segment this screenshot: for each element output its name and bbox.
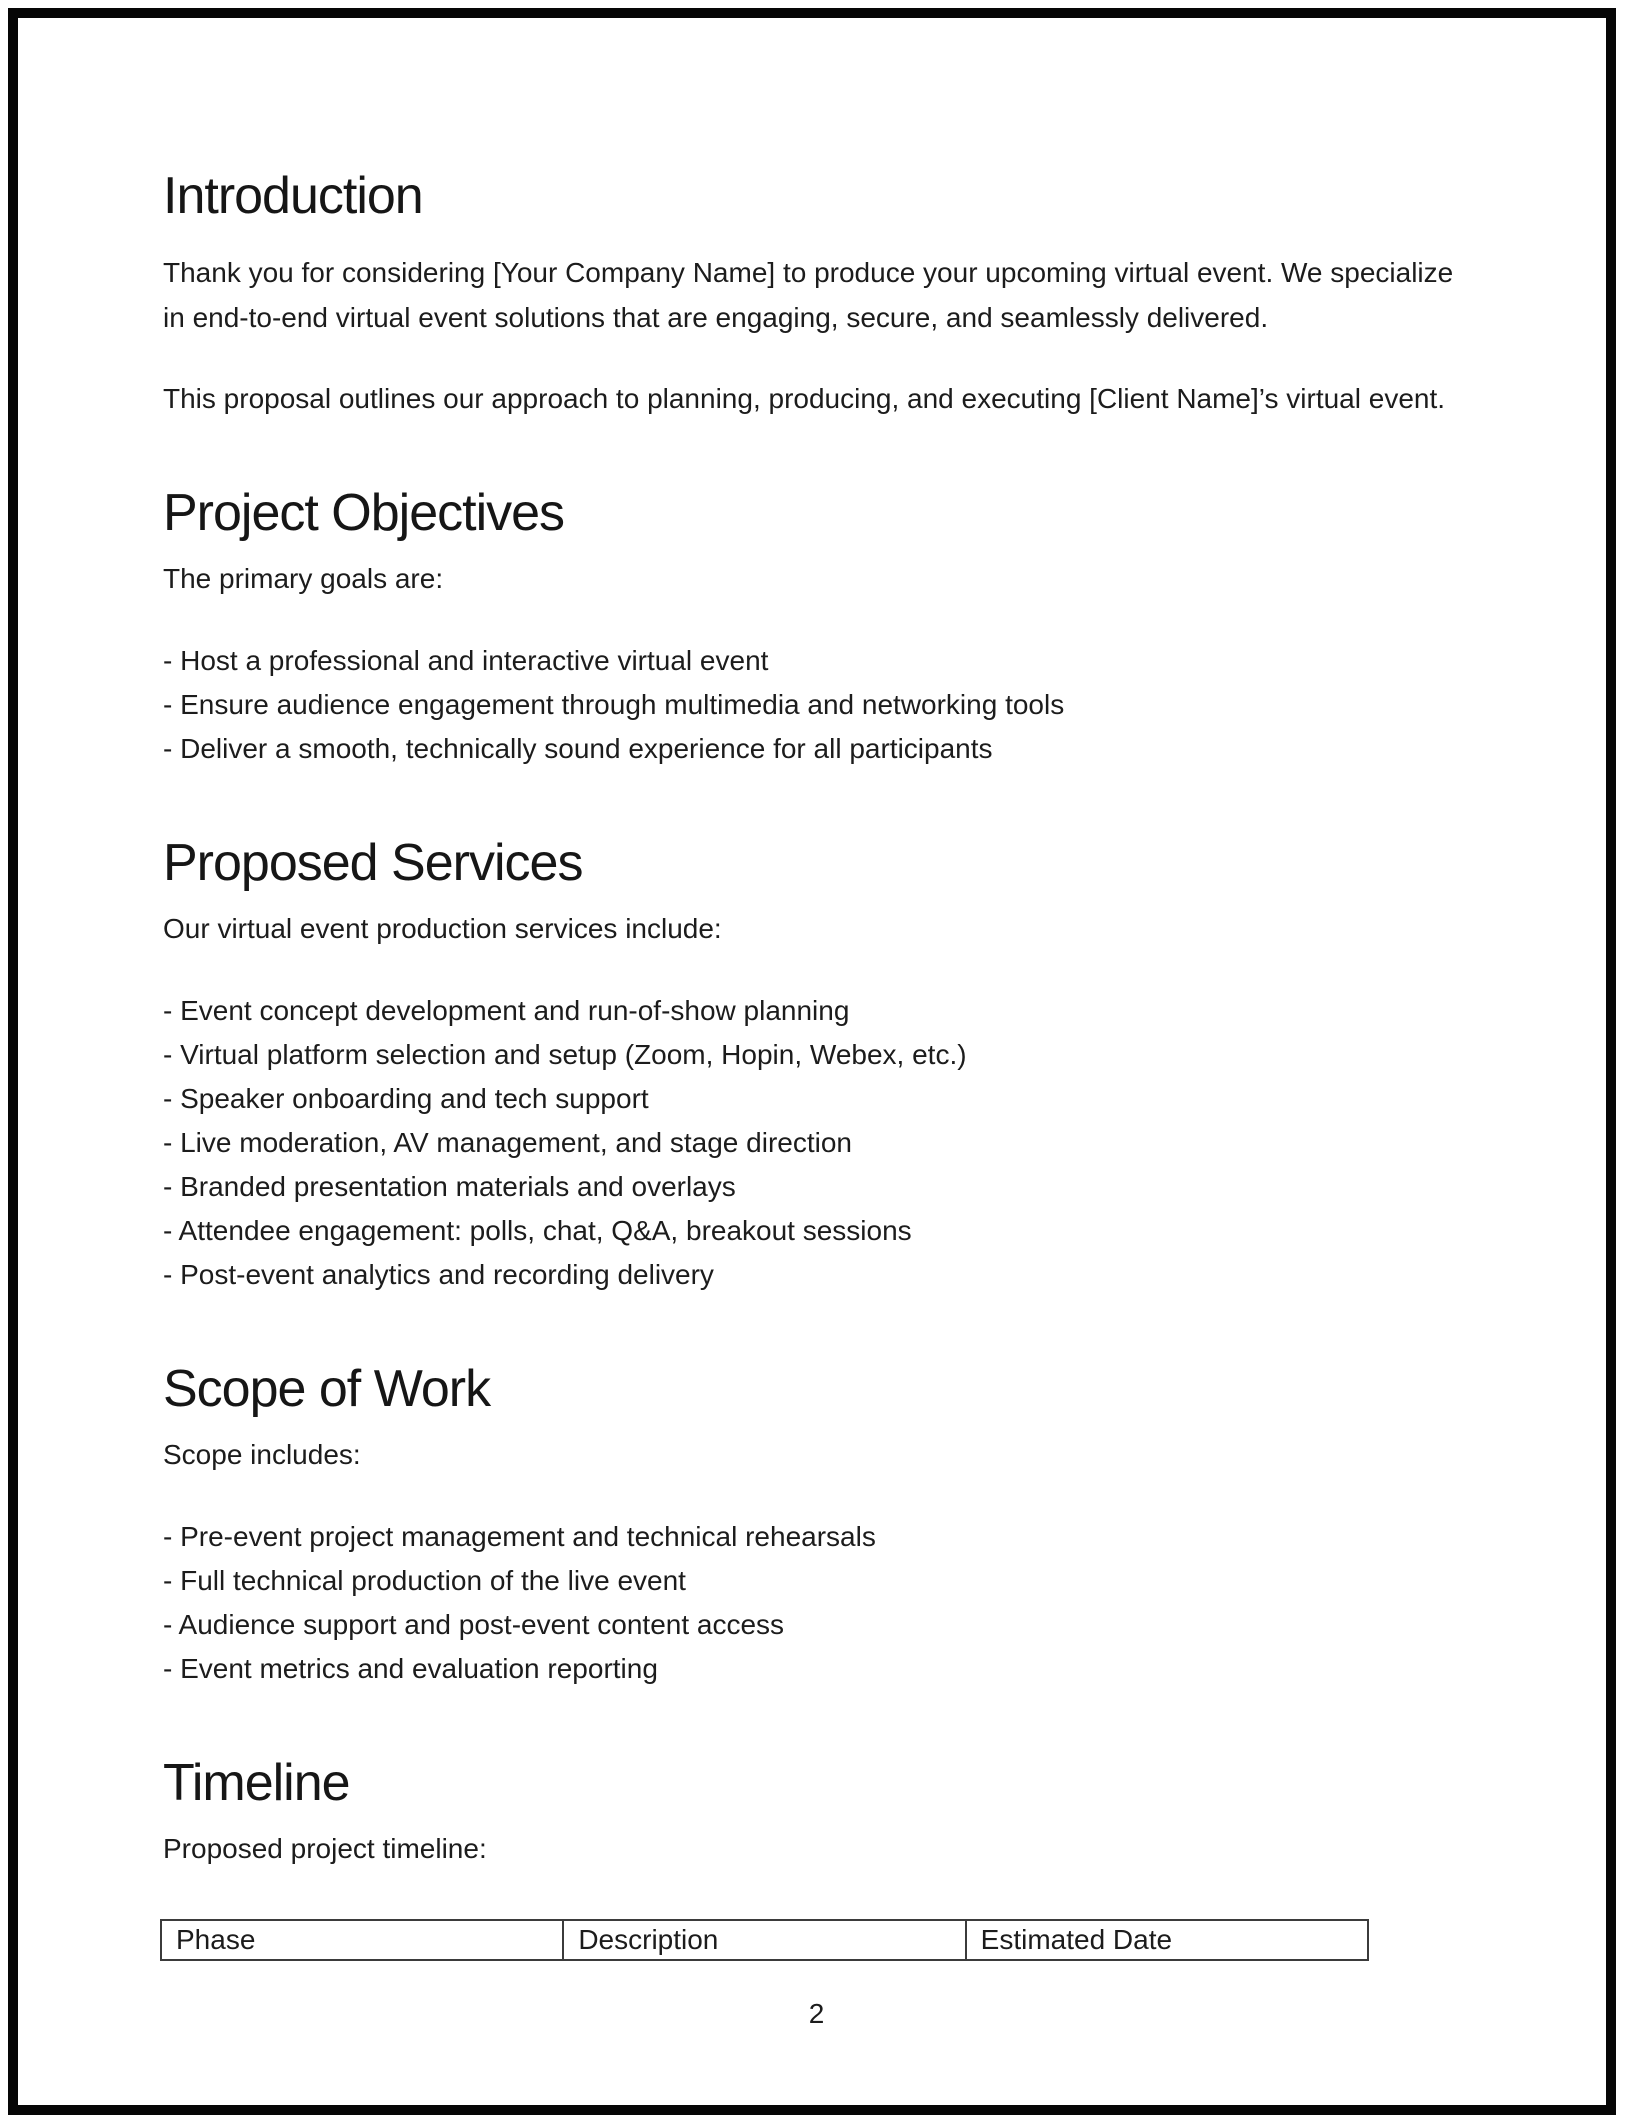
proposed-services-heading: Proposed Services <box>163 834 583 892</box>
scope-bullet-list <box>163 1515 1503 1691</box>
paragraph-line: Thank you for considering [Your Company Name] to produce your upcoming virtual event. We specialize <box>163 257 1454 288</box>
section-timeline <box>163 1752 1503 1961</box>
introduction-paragraph-1 <box>163 250 1503 340</box>
bullet-item: - Full technical production of the live event <box>163 1565 686 1596</box>
timeline-table <box>160 1919 1369 1961</box>
document-content <box>163 0 1503 2036</box>
header-cell-estimated-date: Estimated Date <box>966 1920 1368 1960</box>
bullet-item: - Deliver a smooth, technically sound experience for all participants <box>163 733 993 764</box>
bullet-item: - Virtual platform selection and setup (Zoom, Hopin, Webex, etc.) <box>163 1039 967 1070</box>
scope-of-work-heading: Scope of Work <box>163 1360 491 1418</box>
section-project-objectives <box>163 482 1503 771</box>
header-cell-phase: Phase <box>161 1920 563 1960</box>
bullet-item: - Branded presentation materials and overlays <box>163 1171 736 1202</box>
services-lead-text: Our virtual event production services include: <box>163 913 722 944</box>
section-proposed-services <box>163 832 1503 1297</box>
bullet-item: - Live moderation, AV management, and stage direction <box>163 1127 852 1158</box>
table-header-row <box>161 1920 1368 1960</box>
bullet-item: - Host a professional and interactive virtual event <box>163 645 769 676</box>
section-scope-of-work <box>163 1358 1503 1691</box>
timeline-lead-text: Proposed project timeline: <box>163 1833 487 1864</box>
scope-lead-text: Scope includes: <box>163 1439 361 1470</box>
bullet-item: - Post-event analytics and recording delivery <box>163 1259 714 1290</box>
paragraph-line: in end-to-end virtual event solutions that are engaging, secure, and seamlessly delivered. <box>163 302 1269 333</box>
introduction-paragraph-2: This proposal outlines our approach to planning, producing, and executing [Client Name]’s virtual event. <box>163 383 1446 414</box>
section-introduction <box>163 165 1503 421</box>
services-bullet-list <box>163 989 1503 1297</box>
page-number: 2 <box>808 1998 825 2029</box>
project-objectives-heading: Project Objectives <box>163 484 565 542</box>
bullet-item: - Ensure audience engagement through multimedia and networking tools <box>163 689 1065 720</box>
bullet-item: - Pre-event project management and technical rehearsals <box>163 1521 876 1552</box>
bullet-item: - Attendee engagement: polls, chat, Q&A, breakout sessions <box>163 1215 912 1246</box>
bullet-item: - Speaker onboarding and tech support <box>163 1083 649 1114</box>
objectives-lead-text: The primary goals are: <box>163 563 444 594</box>
bullet-item: - Event metrics and evaluation reporting <box>163 1653 658 1684</box>
introduction-heading: Introduction <box>163 167 423 225</box>
header-cell-description: Description <box>563 1920 965 1960</box>
bullet-item: - Audience support and post-event content access <box>163 1609 785 1640</box>
timeline-heading: Timeline <box>163 1754 350 1812</box>
objectives-bullet-list <box>163 639 1503 771</box>
bullet-item: - Event concept development and run-of-show planning <box>163 995 850 1026</box>
